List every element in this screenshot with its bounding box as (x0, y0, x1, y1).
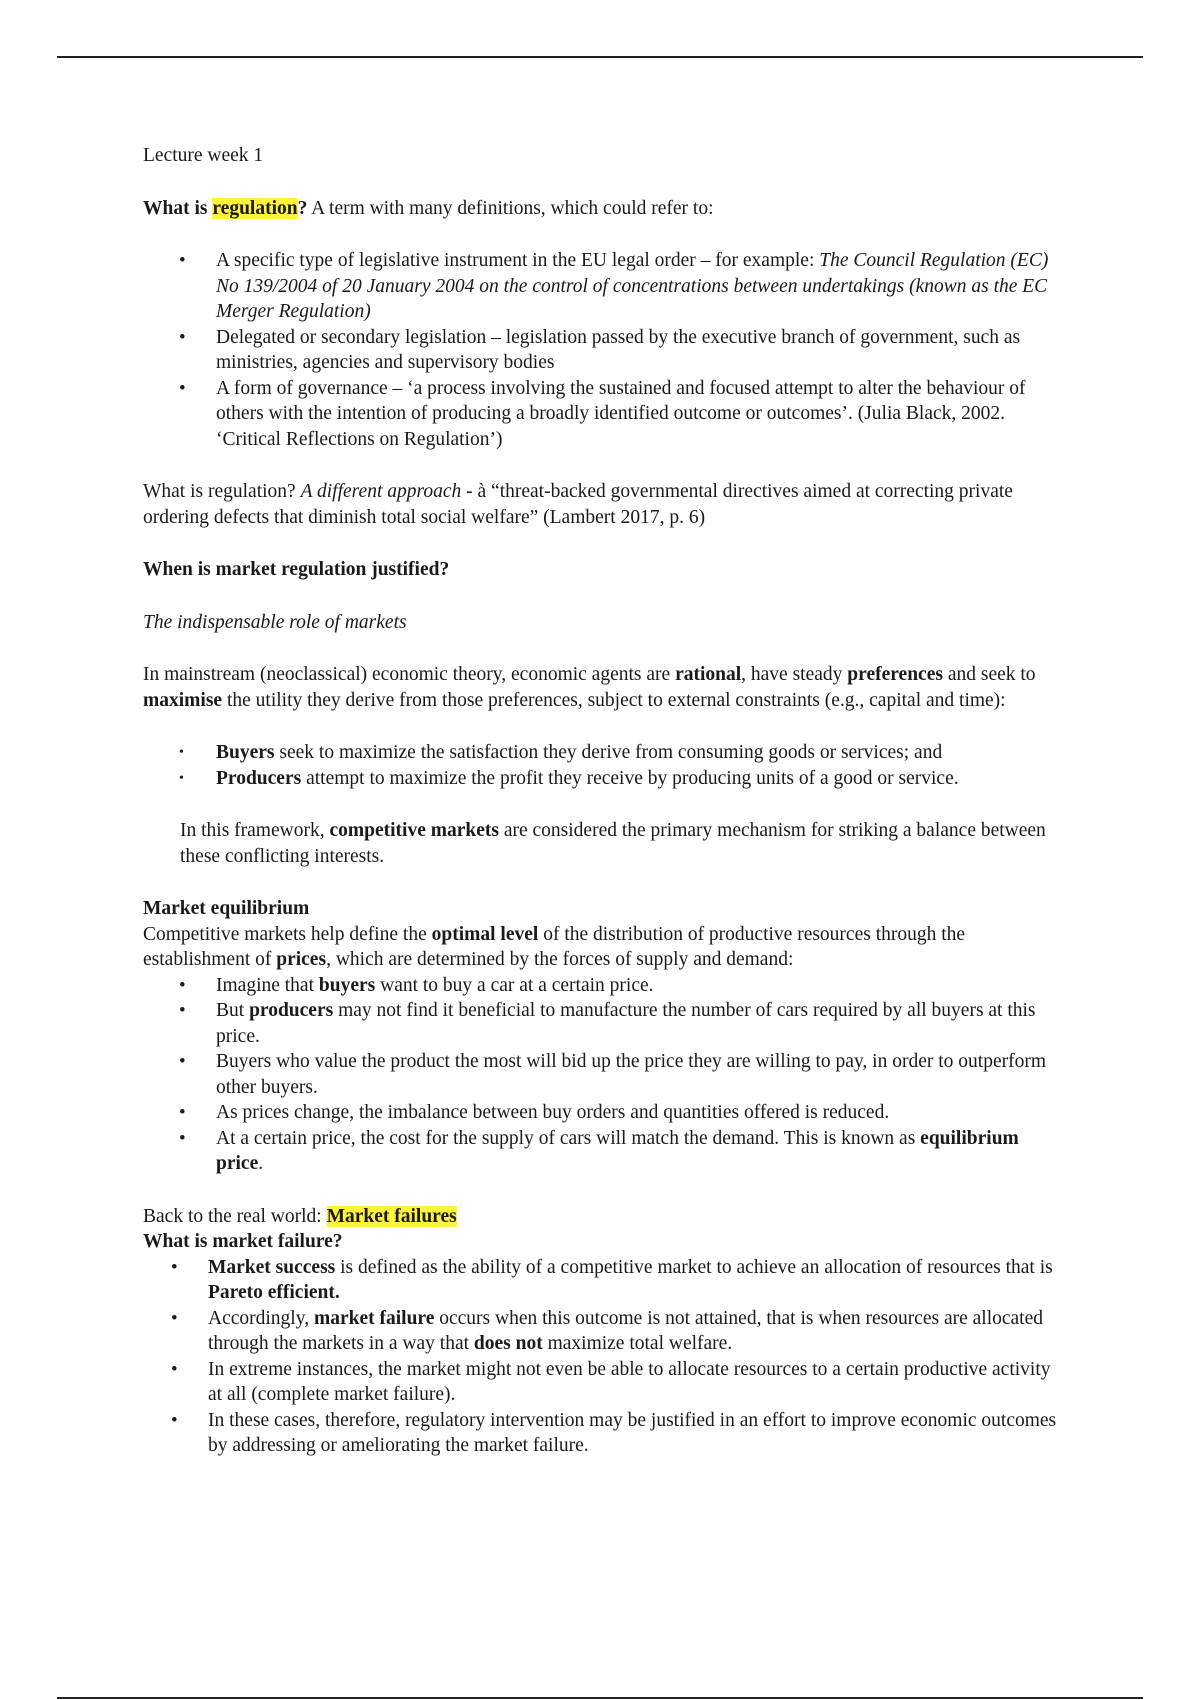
equilibrium-paragraph: Competitive markets help define the optimal level of the distribution of productive resources through the establishment of prices, which are determined by the forces of supply and demand: (143, 923, 966, 970)
top-rule (57, 56, 1143, 58)
market-failures-heading: Back to the real world: Market failures (143, 1205, 457, 1227)
list-item: • Accordingly, market failure occurs when this outcome is not attained, that is when resources are allocated through the markets in a way that does not maximize total welfare. (208, 1306, 1063, 1357)
market-failure-list (208, 1255, 1063, 1459)
list-item: • At a certain price, the cost for the supply of cars will match the demand. This is known as equilibrium price. (216, 1126, 1063, 1177)
equilibrium-list (216, 973, 1063, 1177)
subheading-role-of-markets: The indispensable role of markets (143, 611, 407, 633)
list-item: • As prices change, the imbalance between buy orders and quantities offered is reduced. (216, 1100, 1063, 1126)
list-item: • A form of governance – ‘a process involving the sustained and focused attempt to alter the behaviour of others with the intention of producing a broadly identified outcome or outcomes’. (Julia Black, 2002. ‘Critical Reflections on Regulation’) (216, 376, 1063, 453)
document-body (143, 143, 1063, 1459)
list-item: • Producers attempt to maximize the profit they receive by producing units of a good or service. (216, 766, 1063, 792)
list-item: • In these cases, therefore, regulatory intervention may be justified in an effort to improve economic outcomes by addressing or ameliorating the market failure. (208, 1408, 1063, 1459)
highlight-regulation: regulation (212, 197, 298, 219)
lecture-heading: Lecture week 1 (143, 145, 264, 166)
agents-list (216, 740, 1063, 791)
theory-paragraph: In mainstream (neoclassical) economic theory, economic agents are rational, have steady preferences and seek to maximise the utility they derive from those preferences, subject to external constraints (e.g., capital and time): (143, 664, 1036, 711)
section-heading-equilibrium: Market equilibrium (143, 898, 310, 919)
alternative-definition: What is regulation? A different approach - à “threat-backed governmental directives aimed at correcting private ordering defects that diminish total social welfare” (Lambert 2017, p. 6) (143, 481, 1013, 528)
list-item: • Delegated or secondary legislation – legislation passed by the executive branch of government, such as ministries, agencies and supervisory bodies (216, 325, 1063, 376)
list-item: • Market success is defined as the ability of a competitive market to achieve an allocation of resources that is Pareto efficient. (208, 1255, 1063, 1306)
list-item: • Buyers seek to maximize the satisfaction they derive from consuming goods or services; and (216, 740, 1063, 766)
section-heading-when-justified: When is market regulation justified? (143, 559, 450, 580)
highlight-market-failures: Market failures (326, 1205, 457, 1227)
list-item: • A specific type of legislative instrument in the EU legal order – for example: The Council Regulation (EC) No 139/2004 of 20 January 2004 on the control of concentrations between undertakings (known as the EC Merger Regulation) (216, 248, 1063, 325)
bottom-rule (57, 1697, 1143, 1699)
regulation-question: What is regulation? A term with many definitions, which could refer to: (143, 197, 714, 219)
framework-paragraph: In this framework, competitive markets are considered the primary mechanism for striking a balance between these conflicting interests. (180, 820, 1046, 867)
market-failure-question: What is market failure? (143, 1231, 343, 1252)
list-item: • In extreme instances, the market might not even be able to allocate resources to a certain productive activity at all (complete market failure). (208, 1357, 1063, 1408)
regulation-definitions-list (216, 248, 1063, 452)
list-item: • Imagine that buyers want to buy a car at a certain price. (216, 973, 1063, 999)
list-item: • But producers may not find it beneficial to manufacture the number of cars required by all buyers at this price. (216, 998, 1063, 1049)
list-item: • Buyers who value the product the most will bid up the price they are willing to pay, in order to outperform other buyers. (216, 1049, 1063, 1100)
